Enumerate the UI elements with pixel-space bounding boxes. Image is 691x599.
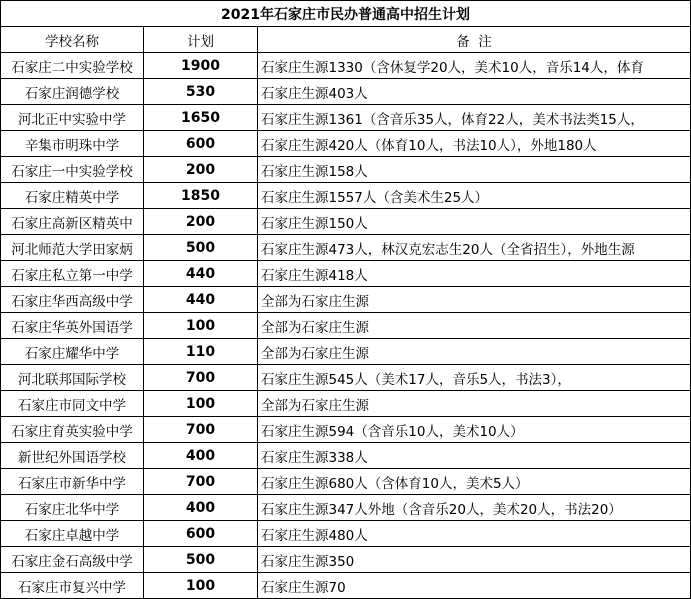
cell-school-name: 石家庄育英实验中学 (1, 417, 144, 443)
cell-school-name: 石家庄润德学校 (1, 79, 144, 105)
table-row (1, 365, 691, 391)
cell-plan: 600 (144, 521, 258, 547)
cell-note: 石家庄生源403人 (258, 79, 691, 105)
cell-school-name: 辛集市明珠中学 (1, 131, 144, 157)
cell-plan: 700 (144, 417, 258, 443)
cell-plan: 200 (144, 157, 258, 183)
table-title: 2021年石家庄市民办普通高中招生计划 (1, 1, 691, 27)
header-plan: 计划 (144, 27, 258, 53)
cell-school-name: 河北师范大学田家炳 (1, 235, 144, 261)
cell-plan: 700 (144, 469, 258, 495)
cell-note: 石家庄生源545人（美术17人，音乐5人，书法3）， (258, 365, 691, 391)
table-row (1, 79, 691, 105)
cell-note: 石家庄生源1330（含休复学20人，美术10人，音乐14人，体育 (258, 53, 691, 79)
cell-plan: 100 (144, 313, 258, 339)
cell-school-name: 石家庄一中实验学校 (1, 157, 144, 183)
table-row (1, 443, 691, 469)
cell-school-name: 石家庄耀华中学 (1, 339, 144, 365)
table-row (1, 53, 691, 79)
cell-school-name: 石家庄市同文中学 (1, 391, 144, 417)
cell-school-name: 河北联邦国际学校 (1, 365, 144, 391)
cell-plan: 440 (144, 287, 258, 313)
cell-note: 石家庄生源680人（含体育10人，美术5人） (258, 469, 691, 495)
header-note: 备 注 (258, 27, 691, 53)
cell-plan: 1850 (144, 183, 258, 209)
cell-note: 石家庄生源594（含音乐10人，美术10人） (258, 417, 691, 443)
table-row (1, 313, 691, 339)
cell-school-name: 石家庄华西高级中学 (1, 287, 144, 313)
cell-school-name: 石家庄精英中学 (1, 183, 144, 209)
table-row (1, 183, 691, 209)
cell-note: 石家庄生源420人（体育10人，书法10人），外地180人 (258, 131, 691, 157)
cell-plan: 1650 (144, 105, 258, 131)
table-row (1, 261, 691, 287)
cell-school-name: 石家庄市复兴中学 (1, 573, 144, 599)
cell-plan: 200 (144, 209, 258, 235)
cell-school-name: 石家庄二中实验学校 (1, 53, 144, 79)
cell-plan: 400 (144, 443, 258, 469)
cell-note: 石家庄生源70 (258, 573, 691, 599)
cell-plan: 100 (144, 573, 258, 599)
table-body (1, 53, 691, 599)
cell-school-name: 石家庄市新华中学 (1, 469, 144, 495)
cell-note: 石家庄生源350 (258, 547, 691, 573)
cell-plan: 700 (144, 365, 258, 391)
table-row (1, 521, 691, 547)
table-row (1, 469, 691, 495)
table-row (1, 547, 691, 573)
table-row (1, 391, 691, 417)
cell-school-name: 石家庄北华中学 (1, 495, 144, 521)
table-row (1, 209, 691, 235)
table-row (1, 157, 691, 183)
cell-note: 石家庄生源473人，林汉克宏志生20人（全省招生），外地生源 (258, 235, 691, 261)
cell-school-name: 石家庄华英外国语学 (1, 313, 144, 339)
cell-note: 全部为石家庄生源 (258, 287, 691, 313)
cell-note: 石家庄生源158人 (258, 157, 691, 183)
cell-school-name: 新世纪外国语学校 (1, 443, 144, 469)
table-row (1, 495, 691, 521)
cell-note: 石家庄生源480人 (258, 521, 691, 547)
cell-plan: 500 (144, 235, 258, 261)
cell-school-name: 河北正中实验中学 (1, 105, 144, 131)
cell-note: 石家庄生源418人 (258, 261, 691, 287)
cell-plan: 500 (144, 547, 258, 573)
cell-note: 全部为石家庄生源 (258, 339, 691, 365)
cell-note: 全部为石家庄生源 (258, 313, 691, 339)
header-row (1, 27, 691, 53)
cell-note: 石家庄生源347人外地（含音乐20人，美术20人，书法20） (258, 495, 691, 521)
cell-note: 石家庄生源1361（含音乐35人，体育22人，美术书法类15人， (258, 105, 691, 131)
table-row (1, 235, 691, 261)
cell-plan: 400 (144, 495, 258, 521)
cell-note: 石家庄生源150人 (258, 209, 691, 235)
cell-note: 石家庄生源338人 (258, 443, 691, 469)
table-row (1, 339, 691, 365)
table-row (1, 287, 691, 313)
cell-plan: 440 (144, 261, 258, 287)
cell-plan: 1900 (144, 53, 258, 79)
cell-note: 全部为石家庄生源 (258, 391, 691, 417)
cell-school-name: 石家庄高新区精英中 (1, 209, 144, 235)
header-school: 学校名称 (1, 27, 144, 53)
cell-plan: 110 (144, 339, 258, 365)
cell-school-name: 石家庄金石高级中学 (1, 547, 144, 573)
cell-plan: 100 (144, 391, 258, 417)
cell-note: 石家庄生源1557人（含美术生25人） (258, 183, 691, 209)
cell-plan: 530 (144, 79, 258, 105)
table-row (1, 573, 691, 599)
table-row (1, 417, 691, 443)
cell-school-name: 石家庄私立第一中学 (1, 261, 144, 287)
cell-school-name: 石家庄卓越中学 (1, 521, 144, 547)
table-row (1, 105, 691, 131)
cell-plan: 600 (144, 131, 258, 157)
table-row (1, 131, 691, 157)
